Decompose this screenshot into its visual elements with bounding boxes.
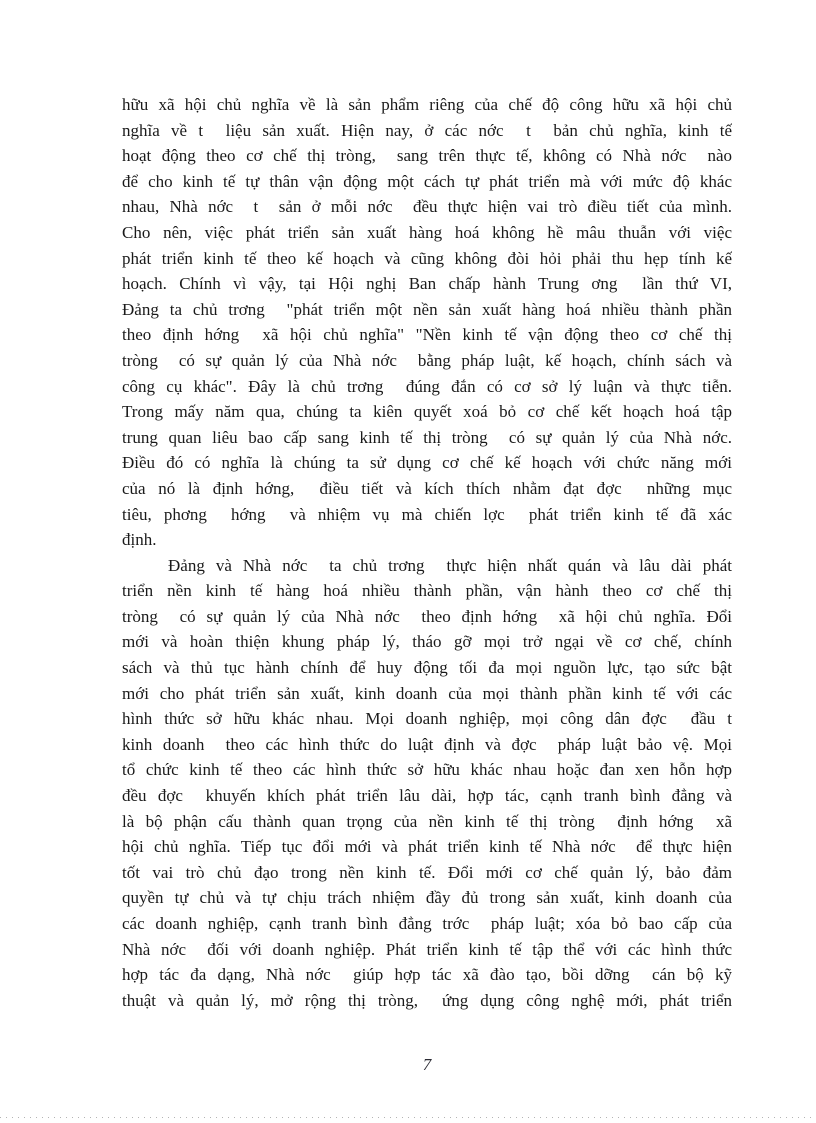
text-line: triển nền kinh tế hàng hoá nhiều thành phần, vận hành theo cơ chế thị <box>122 581 732 601</box>
text-line: các doanh nghiệp, cạnh tranh bình đẳng trớc pháp luật; xóa bỏ bao cấp của <box>122 914 732 933</box>
page-break-dotted-line <box>0 1117 816 1118</box>
text-line: hữu xã hội chủ nghĩa về là sản phẩm riêng của chế độ công hữu xã hội chủ <box>122 95 732 114</box>
text-line: hoạt động theo cơ chế thị tròng, sang trên thực tế, không có Nhà nớc nào <box>122 146 732 166</box>
text-line: Nhà nớc đối với doanh nghiệp. Phát triển kinh tế tập thể với các hình thức <box>122 939 732 959</box>
text-line: để cho kinh tế tự thân vận động một cách tự phát triển mà với mức độ khác <box>122 171 732 191</box>
text-line: trung quan liêu bao cấp sang kinh tế thị tròng có sự quản lý của Nhà nớc. <box>122 427 732 447</box>
text-line: thuật và quản lý, mở rộng thị tròng, ứng dụng công nghệ mới, phát triển <box>122 990 732 1010</box>
text-line: tròng có sự quản lý của Nhà nớc theo định hớng xã hội chủ nghĩa. Đổi <box>122 606 732 626</box>
paragraph <box>122 92 732 553</box>
text-line: đều đợc khuyến khích phát triển lâu dài, hợp tác, cạnh tranh bình đẳng và <box>122 786 732 806</box>
text-line: nghĩa về t liệu sản xuất. Hiện nay, ở các nớc t bản chủ nghĩa, kinh tế <box>122 120 732 140</box>
text-line: hội chủ nghĩa. Tiếp tục đổi mới và phát triển kinh tế Nhà nớc để thực hiện <box>122 837 732 857</box>
paragraph <box>122 553 732 1014</box>
text-line: hợp tác đa dạng, Nhà nớc giúp hợp tác xã đào tạo, bồi dỡng cán bộ kỹ <box>122 965 732 985</box>
text-line: của nó là định hớng, điều tiết và kích thích nhằm đạt đợc những mục <box>122 478 732 498</box>
text-line: định. <box>122 530 157 550</box>
text-line: Đảng và Nhà nớc ta chủ trơng thực hiện nhất quán và lâu dài phát <box>168 555 732 575</box>
text-line: hình thức sở hữu khác nhau. Mọi doanh nghiệp, mọi công dân đợc đầu t <box>122 709 732 729</box>
text-block <box>122 92 732 1013</box>
text-line: phát triển kinh tế theo kế hoạch và cũng không đòi hỏi phải thu hẹp tính kế <box>122 248 732 268</box>
text-line: Đảng ta chủ trơng "phát triển một nền sản xuất hàng hoá nhiều thành phần <box>122 299 732 319</box>
text-line: mới cho phát triển sản xuất, kinh doanh của mọi thành phần kinh tế với các <box>122 683 732 703</box>
text-line: sách và thủ tục hành chính để huy động tối đa mọi nguồn lực, tạo sức bật <box>122 658 732 678</box>
text-line: hoạch. Chính vì vậy, tại Hội nghị Ban chấp hành Trung ơng lần thứ VI, <box>122 274 732 294</box>
text-line: Cho nên, việc phát triển sản xuất hàng hoá không hề mâu thuẫn với việc <box>122 222 732 242</box>
page-number: 7 <box>422 1055 432 1074</box>
text-line: tiêu, phơng hớng và nhiệm vụ mà chiến lợc phát triển kinh tế đã xác <box>122 504 732 524</box>
text-line: Điều đó có nghĩa là chúng ta sử dụng cơ chế kế hoạch với chức năng mới <box>122 453 732 473</box>
text-line: là bộ phận cấu thành quan trọng của nền kinh tế thị tròng định hớng xã <box>122 811 732 831</box>
text-line: quyền tự chủ và tự chịu trách nhiệm đầy đủ trong sản xuất, kinh doanh của <box>122 888 732 908</box>
text-line: công cụ khác". Đây là chủ trơng đúng đắn có cơ sở lý luận và thực tiễn. <box>122 376 732 396</box>
text-line: theo định hớng xã hội chủ nghĩa" "Nền kinh tế vận động theo cơ chế thị <box>122 325 732 345</box>
text-line: tổ chức kinh tế theo các hình thức sở hữu khác nhau hoặc đan xen hỗn hợp <box>122 760 732 780</box>
text-line: tốt vai trò chủ đạo trong nền kinh tế. Đổi mới cơ chế quản lý, bảo đảm <box>122 862 732 882</box>
text-line: mới và hoàn thiện khung pháp lý, tháo gỡ mọi trở ngại về cơ chế, chính <box>122 632 732 652</box>
text-line: tròng có sự quản lý của Nhà nớc bằng pháp luật, kế hoạch, chính sách và <box>122 350 732 370</box>
text-line: kinh doanh theo các hình thức do luật định và đợc pháp luật bảo vệ. Mọi <box>122 734 732 754</box>
text-line: nhau, Nhà nớc t sản ở mỗi nớc đều thực hiện vai trò điều tiết của mình. <box>122 197 732 217</box>
text-line: Trong mấy năm qua, chúng ta kiên quyết xoá bỏ cơ chế kết hoạch hoá tập <box>122 402 732 422</box>
